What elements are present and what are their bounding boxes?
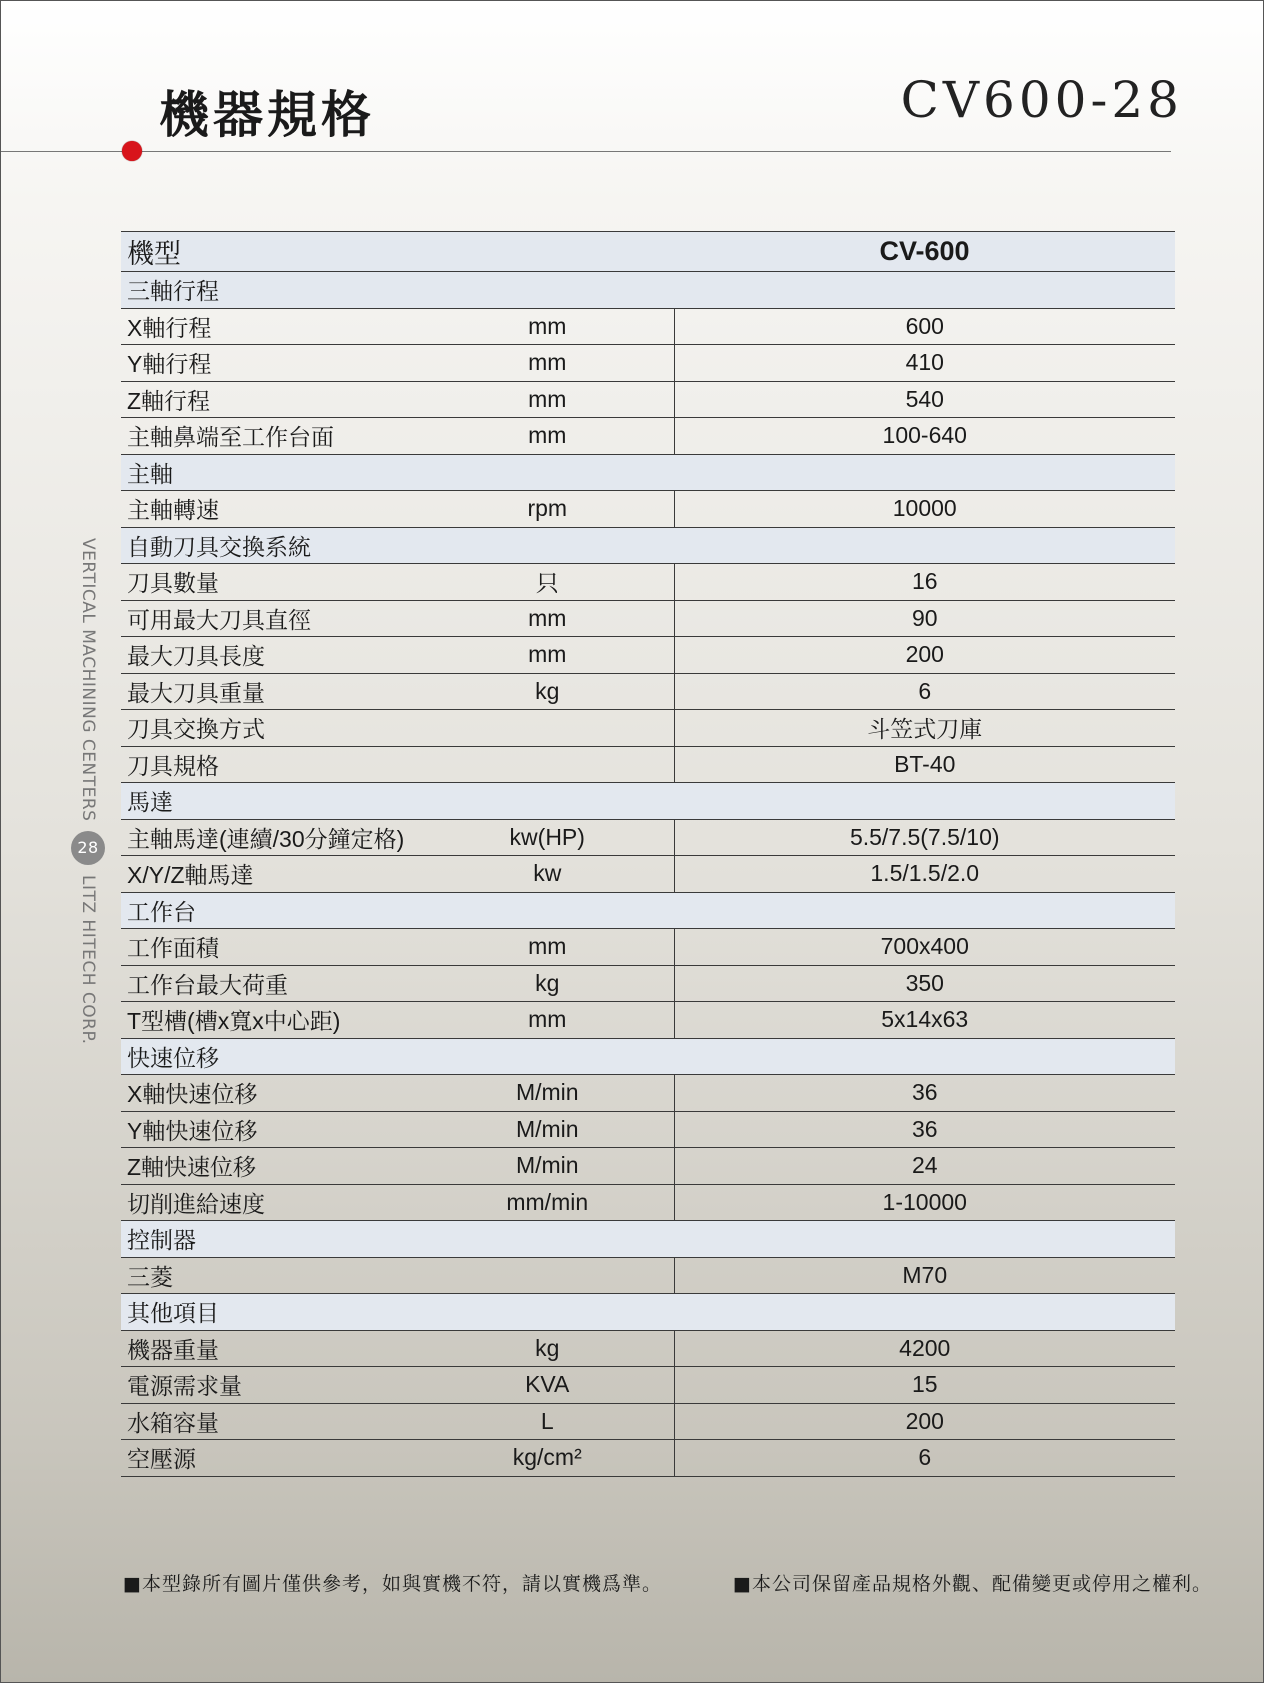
page-number-badge: 28 bbox=[71, 831, 105, 865]
spec-unit: kg/cm² bbox=[421, 1440, 674, 1477]
spec-value: 90 bbox=[674, 600, 1175, 637]
spec-label: 主軸馬達(連續/30分鐘定格) bbox=[121, 819, 421, 856]
spec-unit: 只 bbox=[421, 564, 674, 601]
spec-value: BT-40 bbox=[674, 746, 1175, 783]
model-value: CV-600 bbox=[674, 232, 1175, 272]
section-title: 三軸行程 bbox=[121, 272, 1175, 309]
spec-value: 6 bbox=[674, 673, 1175, 710]
spec-row bbox=[121, 929, 1175, 966]
spec-unit: mm bbox=[421, 637, 674, 674]
spec-unit: M/min bbox=[421, 1075, 674, 1112]
spec-unit: L bbox=[421, 1403, 674, 1440]
spec-row bbox=[121, 1403, 1175, 1440]
spec-value: 36 bbox=[674, 1111, 1175, 1148]
model-code: CV600-28 bbox=[900, 71, 1183, 129]
spec-value: 600 bbox=[674, 308, 1175, 345]
spec-label: 可用最大刀具直徑 bbox=[121, 600, 421, 637]
spec-label: 刀具數量 bbox=[121, 564, 421, 601]
spec-value: 1.5/1.5/2.0 bbox=[674, 856, 1175, 893]
spec-label: X/Y/Z軸馬達 bbox=[121, 856, 421, 893]
side-caption-right: LITZ HITECH CORP. bbox=[78, 875, 98, 1045]
spec-value: 410 bbox=[674, 345, 1175, 382]
side-caption bbox=[71, 538, 105, 1045]
page-title: 機器規格 bbox=[159, 86, 375, 144]
spec-label: T型槽(槽x寬x中心距) bbox=[121, 1002, 421, 1039]
spec-row bbox=[121, 600, 1175, 637]
section-title: 自動刀具交換系統 bbox=[121, 527, 1175, 564]
footer-disclaimer: ■本型錄所有圖片僅供參考，如與實機不符，請以實機爲準。 bbox=[123, 1573, 662, 1595]
spec-label: 最大刀具長度 bbox=[121, 637, 421, 674]
model-label: 機型 bbox=[121, 232, 674, 272]
spec-value: 100-640 bbox=[674, 418, 1175, 455]
spec-row bbox=[121, 1440, 1175, 1477]
spec-row bbox=[121, 381, 1175, 418]
spec-unit: kg bbox=[421, 673, 674, 710]
spec-value: 200 bbox=[674, 1403, 1175, 1440]
spec-row bbox=[121, 1002, 1175, 1039]
spec-unit: mm bbox=[421, 1002, 674, 1039]
spec-label: 主軸鼻端至工作台面 bbox=[121, 418, 421, 455]
spec-unit bbox=[421, 1257, 674, 1294]
spec-label: 三菱 bbox=[121, 1257, 421, 1294]
spec-value: 24 bbox=[674, 1148, 1175, 1185]
section-title: 工作台 bbox=[121, 892, 1175, 929]
spec-unit: kw bbox=[421, 856, 674, 893]
spec-label: 主軸轉速 bbox=[121, 491, 421, 528]
spec-value: 16 bbox=[674, 564, 1175, 601]
spec-row bbox=[121, 1257, 1175, 1294]
spec-row bbox=[121, 1148, 1175, 1185]
spec-unit: kw(HP) bbox=[421, 819, 674, 856]
spec-label: 切削進給速度 bbox=[121, 1184, 421, 1221]
spec-value: 36 bbox=[674, 1075, 1175, 1112]
spec-unit: rpm bbox=[421, 491, 674, 528]
spec-label: 水箱容量 bbox=[121, 1403, 421, 1440]
spec-value: 斗笠式刀庫 bbox=[674, 710, 1175, 747]
spec-row bbox=[121, 308, 1175, 345]
spec-value: 350 bbox=[674, 965, 1175, 1002]
spec-label: 刀具規格 bbox=[121, 746, 421, 783]
spec-row bbox=[121, 418, 1175, 455]
section-row bbox=[121, 1221, 1175, 1258]
spec-value: 200 bbox=[674, 637, 1175, 674]
spec-label: Z軸快速位移 bbox=[121, 1148, 421, 1185]
spec-table bbox=[121, 231, 1175, 1477]
spec-label: X軸快速位移 bbox=[121, 1075, 421, 1112]
section-title: 控制器 bbox=[121, 1221, 1175, 1258]
spec-row bbox=[121, 345, 1175, 382]
section-title: 其他項目 bbox=[121, 1294, 1175, 1331]
red-dot-marker bbox=[122, 141, 142, 161]
spec-label: Y軸行程 bbox=[121, 345, 421, 382]
spec-unit: mm bbox=[421, 381, 674, 418]
section-row bbox=[121, 1038, 1175, 1075]
spec-unit: kg bbox=[421, 965, 674, 1002]
spec-row bbox=[121, 965, 1175, 1002]
model-row bbox=[121, 232, 1175, 272]
spec-unit bbox=[421, 746, 674, 783]
section-row bbox=[121, 892, 1175, 929]
header-divider bbox=[1, 151, 1171, 152]
spec-row bbox=[121, 856, 1175, 893]
spec-unit: kg bbox=[421, 1330, 674, 1367]
section-row bbox=[121, 783, 1175, 820]
spec-row bbox=[121, 819, 1175, 856]
spec-value: 540 bbox=[674, 381, 1175, 418]
section-row bbox=[121, 527, 1175, 564]
spec-row bbox=[121, 710, 1175, 747]
spec-row bbox=[121, 746, 1175, 783]
spec-unit: mm bbox=[421, 345, 674, 382]
spec-label: 刀具交換方式 bbox=[121, 710, 421, 747]
spec-label: 工作面積 bbox=[121, 929, 421, 966]
section-row bbox=[121, 1294, 1175, 1331]
spec-value: 6 bbox=[674, 1440, 1175, 1477]
spec-value: 4200 bbox=[674, 1330, 1175, 1367]
spec-unit: mm/min bbox=[421, 1184, 674, 1221]
spec-row bbox=[121, 637, 1175, 674]
spec-unit: mm bbox=[421, 418, 674, 455]
spec-label: X軸行程 bbox=[121, 308, 421, 345]
spec-label: 工作台最大荷重 bbox=[121, 965, 421, 1002]
spec-row bbox=[121, 673, 1175, 710]
spec-label: 最大刀具重量 bbox=[121, 673, 421, 710]
spec-label: Y軸快速位移 bbox=[121, 1111, 421, 1148]
spec-label: 電源需求量 bbox=[121, 1367, 421, 1404]
spec-value: 1-10000 bbox=[674, 1184, 1175, 1221]
spec-row bbox=[121, 1330, 1175, 1367]
spec-row bbox=[121, 1075, 1175, 1112]
spec-label: 空壓源 bbox=[121, 1440, 421, 1477]
spec-row bbox=[121, 491, 1175, 528]
spec-value: 15 bbox=[674, 1367, 1175, 1404]
spec-row bbox=[121, 564, 1175, 601]
spec-unit bbox=[421, 710, 674, 747]
spec-value: 10000 bbox=[674, 491, 1175, 528]
section-title: 主軸 bbox=[121, 454, 1175, 491]
spec-unit: mm bbox=[421, 600, 674, 637]
footer-rights-notice: ■本公司保留產品規格外觀、配備變更或停用之權利。 bbox=[733, 1573, 1212, 1595]
section-row bbox=[121, 454, 1175, 491]
side-caption-left: VERTICAL MACHINING CENTERS bbox=[78, 538, 98, 822]
spec-unit: mm bbox=[421, 308, 674, 345]
spec-row bbox=[121, 1111, 1175, 1148]
spec-label: Z軸行程 bbox=[121, 381, 421, 418]
spec-value: 5.5/7.5(7.5/10) bbox=[674, 819, 1175, 856]
spec-row bbox=[121, 1367, 1175, 1404]
spec-value: M70 bbox=[674, 1257, 1175, 1294]
section-title: 馬達 bbox=[121, 783, 1175, 820]
spec-row bbox=[121, 1184, 1175, 1221]
spec-unit: M/min bbox=[421, 1111, 674, 1148]
spec-unit: KVA bbox=[421, 1367, 674, 1404]
spec-value: 700x400 bbox=[674, 929, 1175, 966]
section-row bbox=[121, 272, 1175, 309]
spec-unit: M/min bbox=[421, 1148, 674, 1185]
spec-unit: mm bbox=[421, 929, 674, 966]
section-title: 快速位移 bbox=[121, 1038, 1175, 1075]
spec-value: 5x14x63 bbox=[674, 1002, 1175, 1039]
spec-label: 機器重量 bbox=[121, 1330, 421, 1367]
